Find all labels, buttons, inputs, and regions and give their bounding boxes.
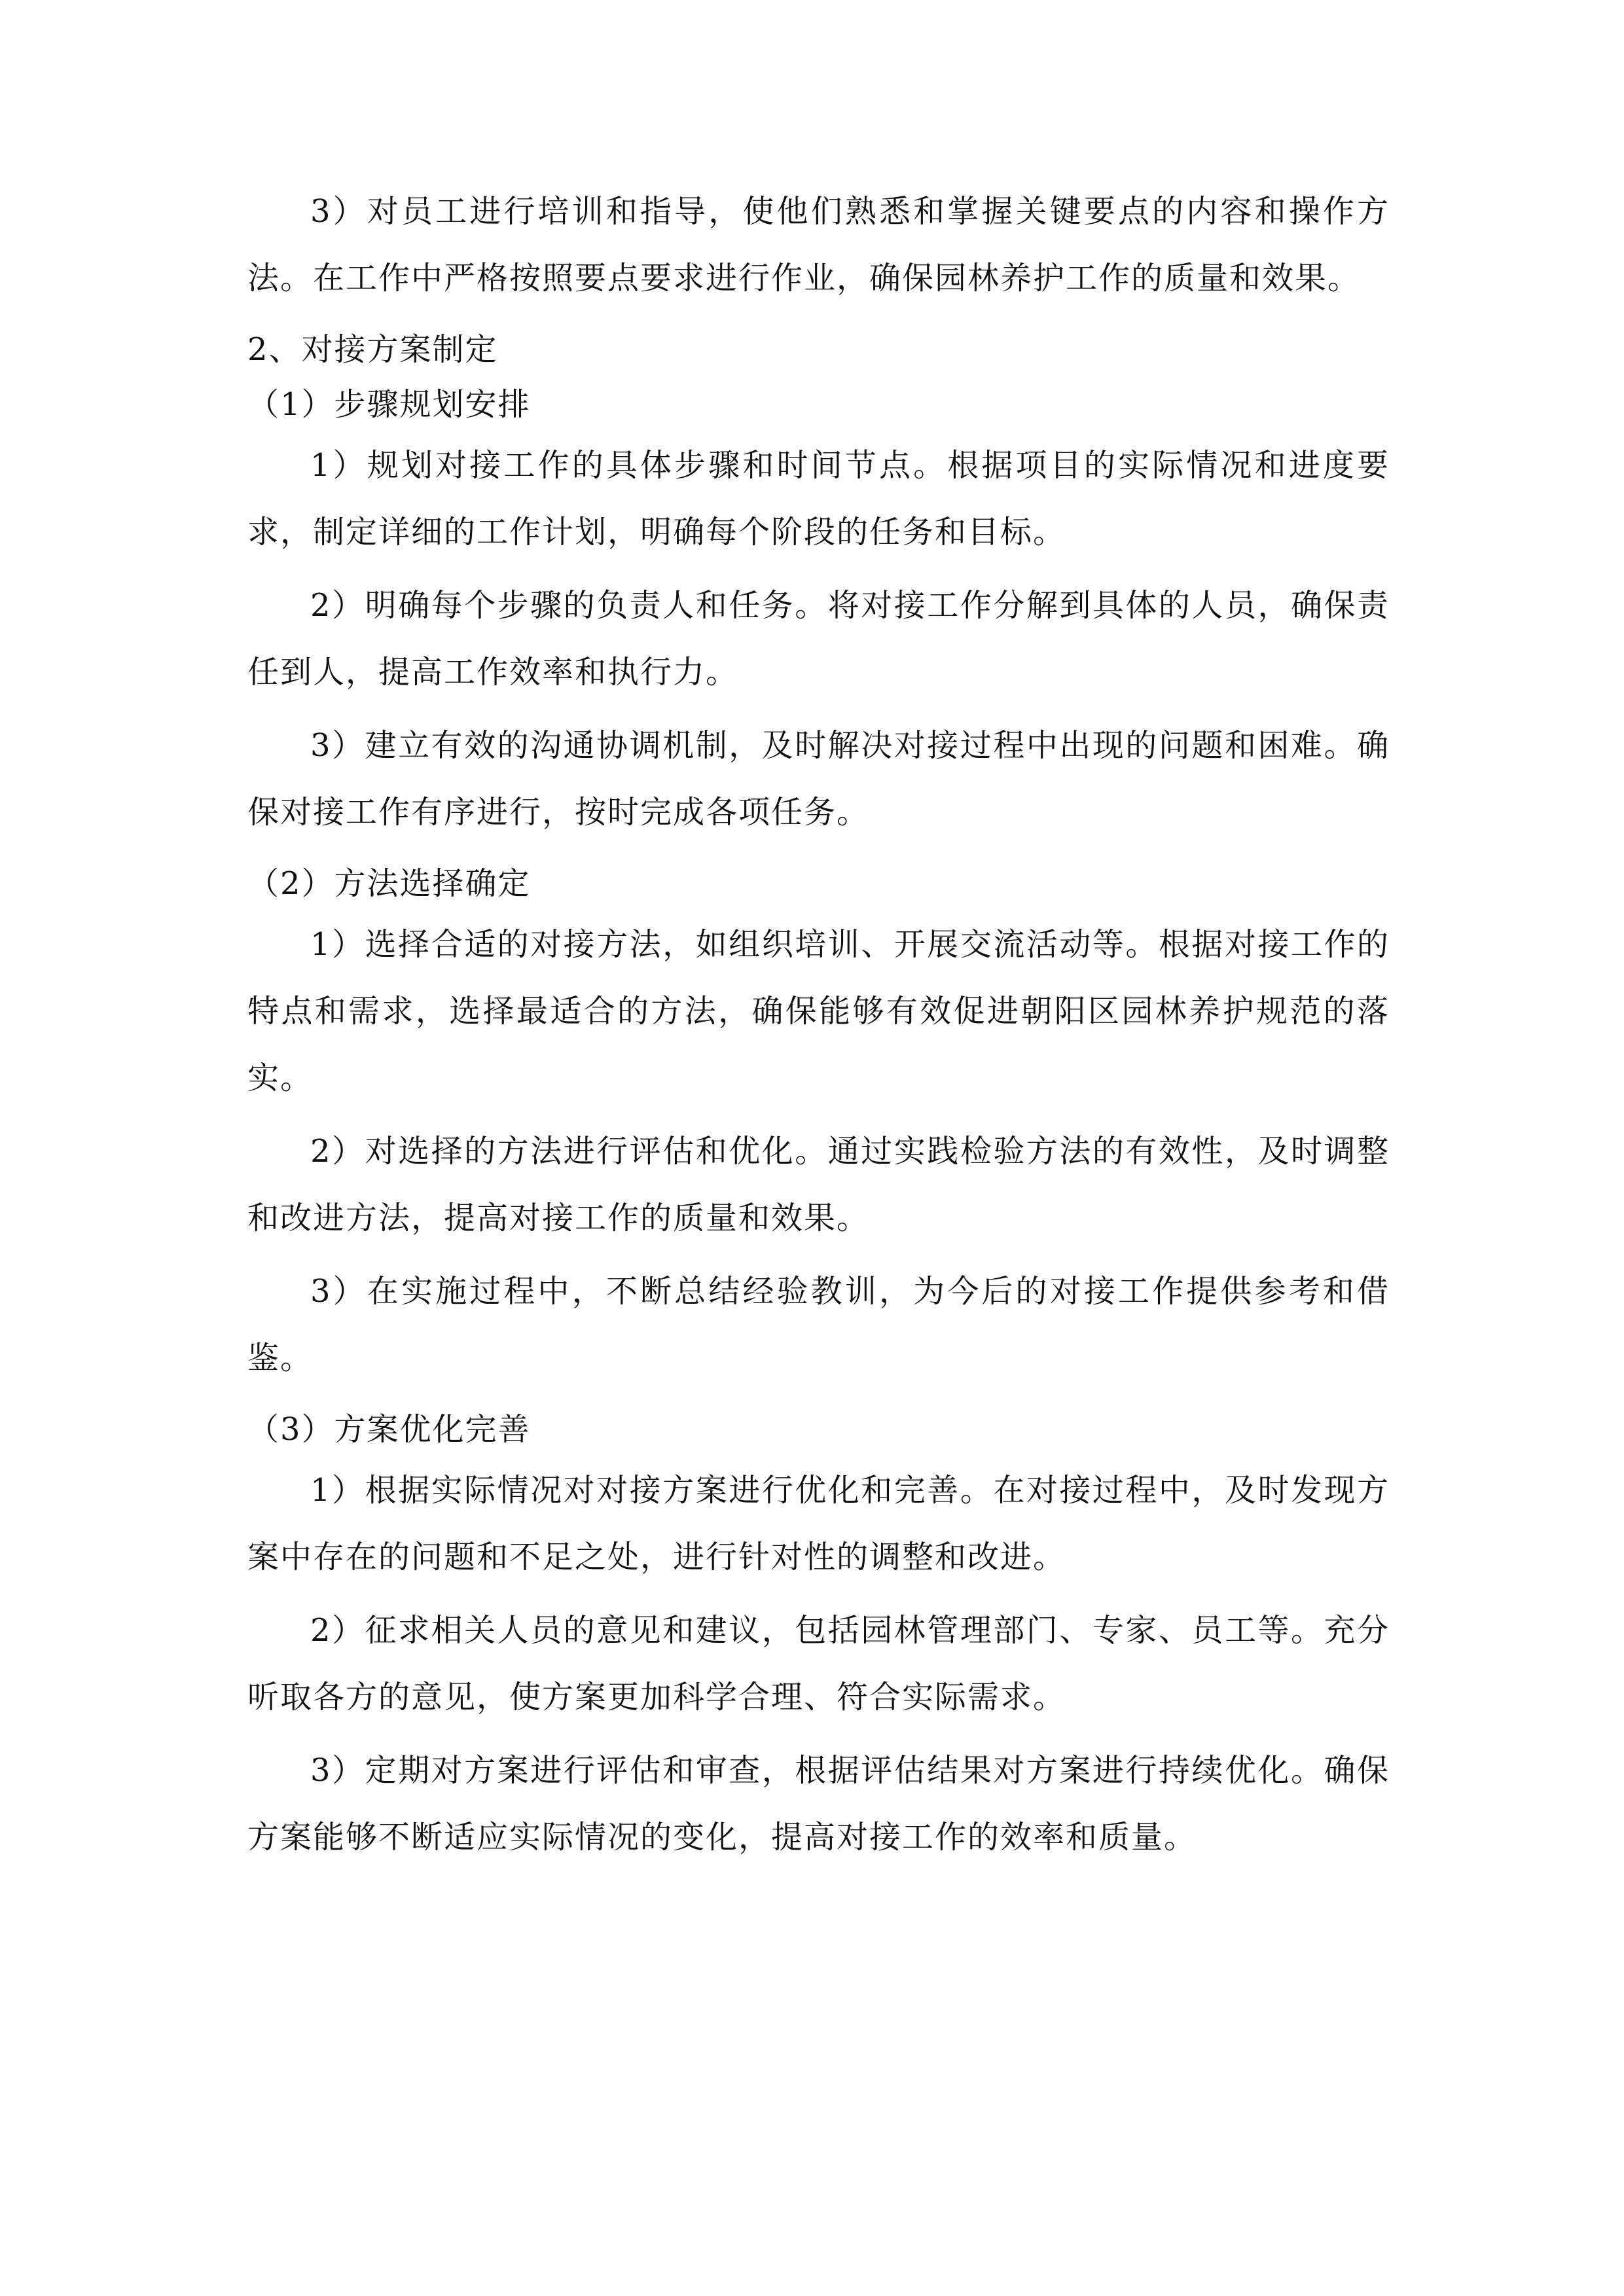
subsection-heading-step-planning: （1）步骤规划安排 <box>247 386 531 423</box>
section-heading-docking-plan: 2、对接方案制定 <box>247 331 498 368</box>
paragraph-step-1: 1）规划对接工作的具体步骤和时间节点。根据项目的实际情况和进度要求，制定详细的工作计划，明确每个阶段的任务和目标。 <box>247 447 1390 550</box>
paragraph-optimization-2: 2）征求相关人员的意见和建议，包括园林管理部门、专家、员工等。充分听取各方的意见，使方案更加科学合理、符合实际需求。 <box>247 1612 1390 1715</box>
paragraph-method-3: 3）在实施过程中，不断总结经验教训，为今后的对接工作提供参考和借鉴。 <box>247 1273 1390 1376</box>
subsection-heading-plan-optimization: （3）方案优化完善 <box>247 1411 531 1448</box>
paragraph-optimization-3: 3）定期对方案进行评估和审查，根据评估结果对方案进行持续优化。确保方案能够不断适应实际情况的变化，提高对接工作的效率和质量。 <box>247 1752 1390 1856</box>
document-body <box>247 178 1390 1877</box>
paragraph-step-2: 2）明确每个步骤的负责人和任务。将对接工作分解到具体的人员，确保责任到人，提高工作效率和执行力。 <box>247 587 1390 691</box>
paragraph-step-3: 3）建立有效的沟通协调机制，及时解决对接过程中出现的问题和困难。确保对接工作有序进行，按时完成各项任务。 <box>247 727 1390 831</box>
paragraph-method-2: 2）对选择的方法进行评估和优化。通过实践检验方法的有效性，及时调整和改进方法，提高对接工作的质量和效果。 <box>247 1133 1390 1236</box>
subsection-heading-method-selection: （2）方法选择确定 <box>247 865 531 902</box>
paragraph-optimization-1: 1）根据实际情况对对接方案进行优化和完善。在对接过程中，及时发现方案中存在的问题和不足之处，进行针对性的调整和改进。 <box>247 1472 1390 1575</box>
paragraph-method-1: 1）选择合适的对接方法，如组织培训、开展交流活动等。根据对接工作的特点和需求，选择最适合的方法，确保能够有效促进朝阳区园林养护规范的落实。 <box>247 926 1390 1096</box>
paragraph-training: 3）对员工进行培训和指导，使他们熟悉和掌握关键要点的内容和操作方法。在工作中严格按照要点要求进行作业，确保园林养护工作的质量和效果。 <box>247 193 1390 296</box>
